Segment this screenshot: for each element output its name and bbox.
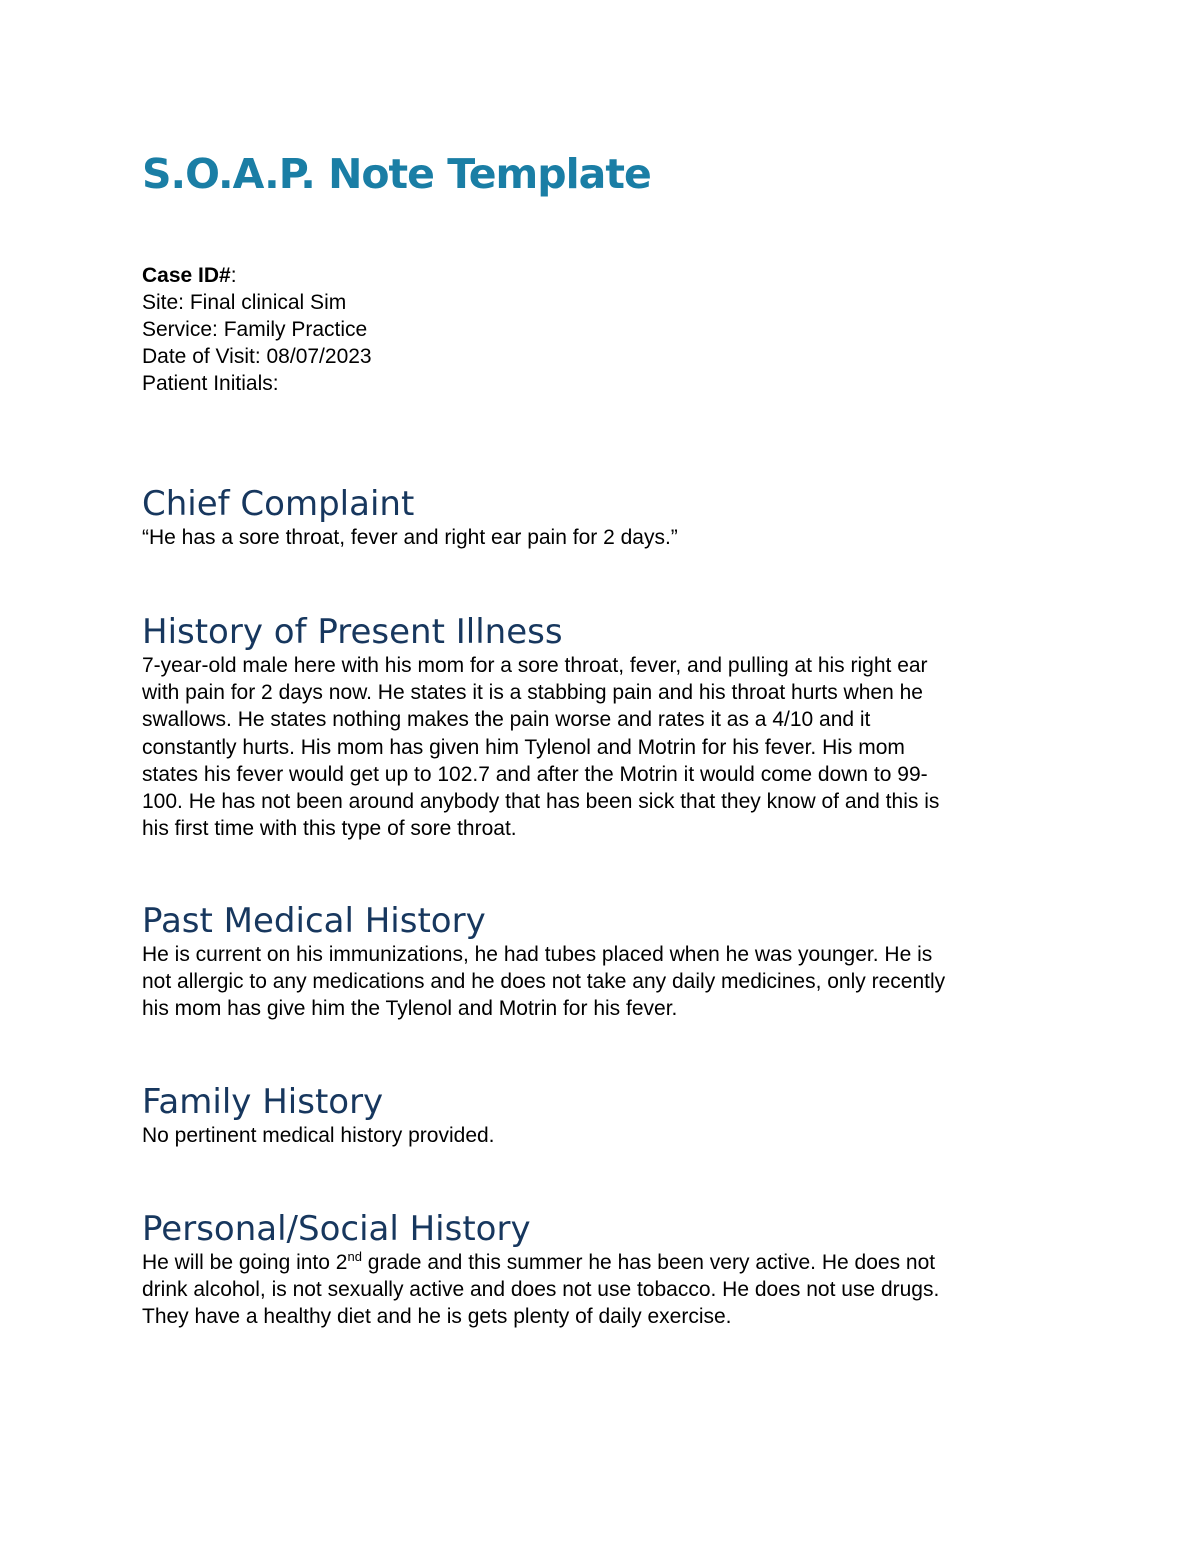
hpi-line: his first time with this type of sore throat. (142, 817, 517, 841)
chief-complaint-line: “He has a sore throat, fever and right ear pain for 2 days.” (142, 526, 678, 549)
chief-complaint-heading: Chief Complaint (142, 484, 415, 524)
site-line: Site: Final clinical Sim (142, 291, 347, 314)
document-title: S.O.A.P. Note Template (142, 150, 651, 198)
pmh-text (142, 941, 1052, 1023)
hpi-line: 100. He has not been around anybody that has been sick that they know of and this is (142, 790, 940, 814)
date-of-visit-line: Date of Visit: 08/07/2023 (142, 345, 372, 368)
family-history-line: No pertinent medical history provided. (142, 1124, 495, 1147)
hpi-line: with pain for 2 days now. He states it is a stabbing pain and his throat hurts when he (142, 681, 923, 705)
ordinal-suffix: nd (347, 1249, 362, 1264)
hpi-line: constantly hurts. His mom has given him Tylenol and Motrin for his fever. His mom (142, 735, 905, 759)
hpi-heading: History of Present Illness (142, 612, 563, 652)
family-history-section (142, 1082, 1052, 1149)
social-history-line1-after: grade and this summer he has been very active. He does not (361, 1251, 936, 1274)
pmh-section (142, 901, 1052, 1023)
hpi-text (142, 652, 1052, 842)
social-history-line1-before: He will be going into 2 (142, 1251, 348, 1274)
case-id-line (142, 262, 372, 289)
pmh-line: He is current on his immunizations, he had tubes placed when he was younger. He is (142, 943, 933, 966)
family-history-heading: Family History (142, 1082, 384, 1122)
chief-complaint-section (142, 484, 1052, 551)
social-history-line: They have a healthy diet and he is gets plenty of daily exercise. (142, 1305, 732, 1329)
service-line: Service: Family Practice (142, 318, 368, 341)
hpi-line: 7-year-old male here with his mom for a sore throat, fever, and pulling at his right ear (142, 654, 928, 677)
hpi-line: states his fever would get up to 102.7 and after the Motrin it would come down to 99- (142, 762, 928, 786)
social-history-heading: Personal/Social History (142, 1209, 531, 1249)
pmh-heading: Past Medical History (142, 901, 486, 941)
hpi-line: swallows. He states nothing makes the pain worse and rates it as a 4/10 and it (142, 708, 871, 732)
case-info-block (142, 262, 372, 397)
social-history-line (142, 1249, 1052, 1276)
social-history-text (142, 1249, 1052, 1331)
patient-initials-line: Patient Initials: (142, 372, 279, 395)
case-id-label: Case ID# (142, 264, 231, 287)
pmh-line: not allergic to any medications and he does not take any daily medicines, only recently (142, 970, 946, 994)
pmh-line: his mom has give him the Tylenol and Motrin for his fever. (142, 997, 678, 1021)
chief-complaint-text (142, 524, 1052, 551)
social-history-section (142, 1209, 1052, 1331)
social-history-line: drink alcohol, is not sexually active and does not use tobacco. He does not use drugs. (142, 1278, 940, 1302)
case-id-suffix: : (230, 264, 237, 287)
family-history-text (142, 1122, 1052, 1149)
hpi-section (142, 612, 1052, 842)
